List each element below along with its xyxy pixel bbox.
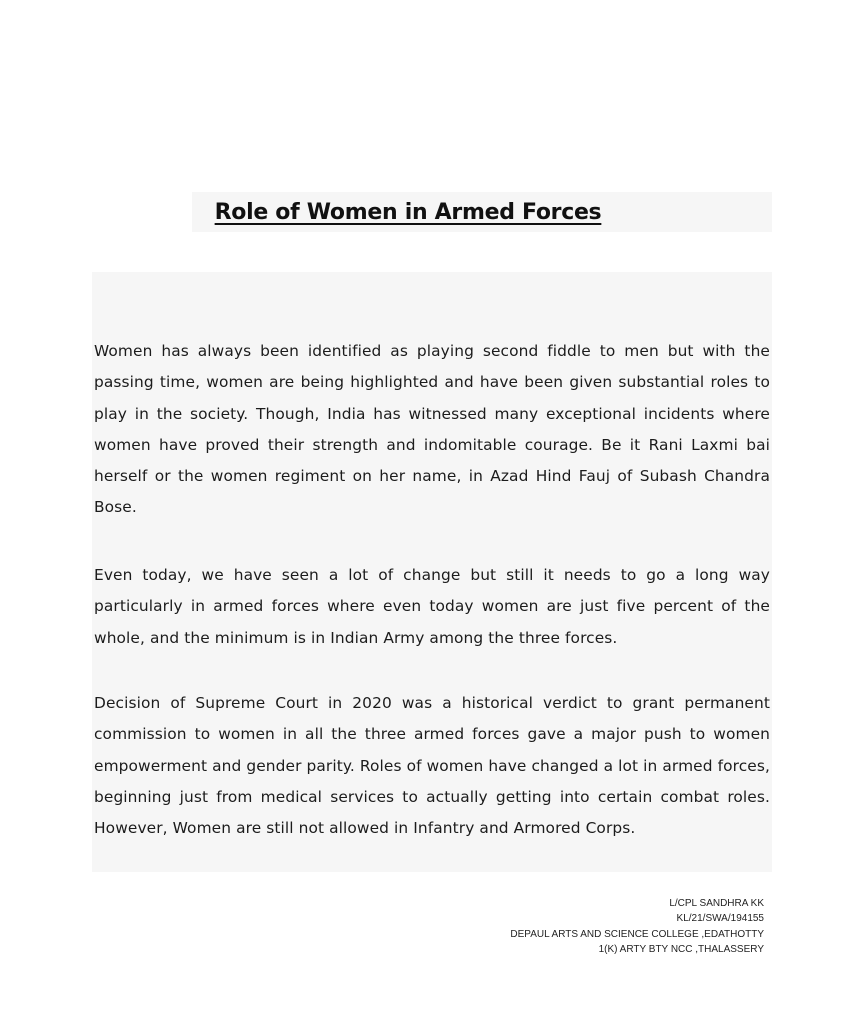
title-band	[192, 192, 772, 232]
signature-regimental-number: KL/21/SWA/194155	[676, 913, 764, 925]
paragraph-2: Even today, we have seen a lot of change but still it needs to go a long way particularly in armed forces where even today women are just five percent of the whole, and the minimum is in Indian Army among the three forces.	[94, 566, 770, 647]
signature-unit: 1(K) ARTY BTY NCC ,THALASSERY	[598, 943, 764, 955]
signature-block	[470, 896, 764, 957]
paragraph-1: Women has always been identified as playing second fiddle to men but with the passing time, women are being highlighted and have been given substantial roles to play in the society. Though, India has witnessed many exceptional incidents where women have proved their strength and indomitable courage. Be it Rani Laxmi bai herself or the women regiment on her name, in Azad Hind Fauj of Subash Chandra Bose.	[94, 342, 770, 517]
document-title: Role of Women in Armed Forces	[214, 200, 602, 225]
paragraph-3: Decision of Supreme Court in 2020 was a historical verdict to grant permanent commission to women in all the three armed forces gave a major push to women empowerment and gender parity. Roles of women have changed a lot in armed forces, beginning just from medical services to actually getting into certain combat roles. However, Women are still not allowed in Infantry and Armored Corps.	[94, 694, 770, 838]
signature-college: DEPAUL ARTS AND SCIENCE COLLEGE ,EDATHOTTY	[510, 928, 764, 940]
signature-name: L/CPL SANDHRA KK	[669, 898, 764, 909]
